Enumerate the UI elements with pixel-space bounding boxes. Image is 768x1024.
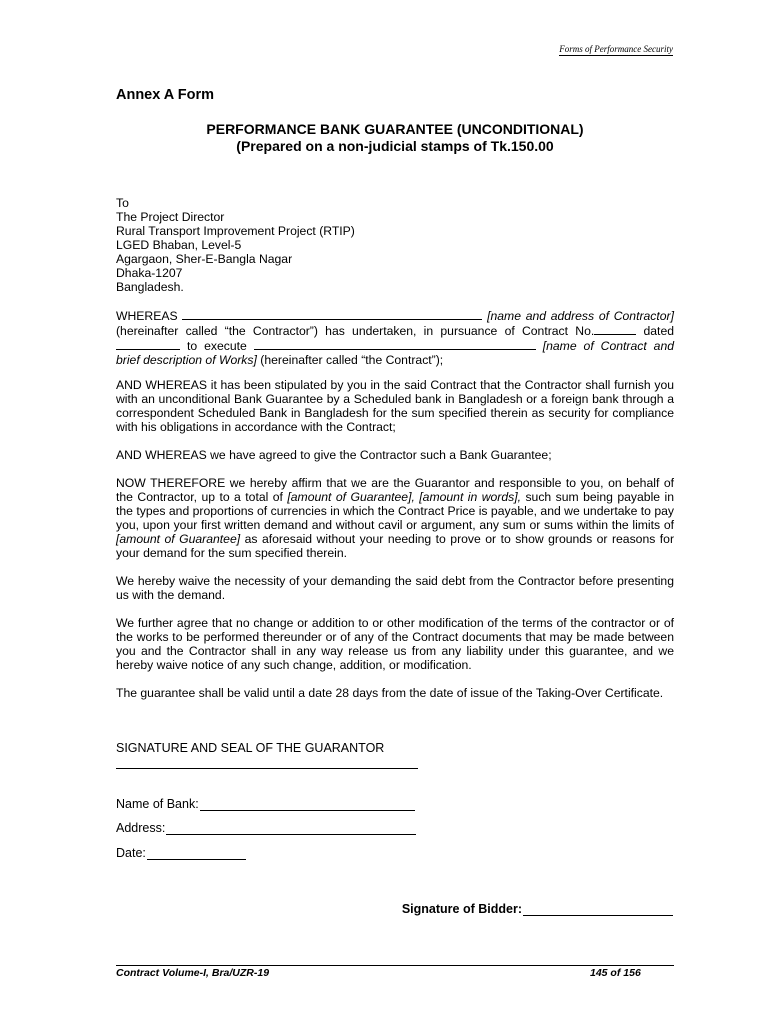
whereas-word: WHEREAS xyxy=(116,309,178,323)
bidder-signature-label: Signature of Bidder: xyxy=(401,902,522,916)
address-label: Address: xyxy=(116,821,166,835)
waive-paragraph: We hereby waive the necessity of your demanding the said debt from the Contractor before presenting us with the demand. xyxy=(116,574,674,602)
bidder-signature-line xyxy=(523,903,673,916)
address-line: Bangladesh. xyxy=(116,280,184,294)
address-line: Agargaon, Sher-E-Bangla Nagar xyxy=(116,252,293,266)
date-label: Date: xyxy=(116,846,146,860)
date-field xyxy=(116,846,246,860)
address-line: LGED Bhaban, Level-5 xyxy=(116,238,242,252)
validity-paragraph: The guarantee shall be valid until a date 28 days from the date of issue of the Taking-Over Certificate. xyxy=(116,686,664,700)
and-whereas-paragraph-2: AND WHEREAS we have agreed to give the Contractor such a Bank Guarantee; xyxy=(116,448,552,462)
address-line: The Project Director xyxy=(116,210,225,224)
works-placeholder: [name of Contract and brief description of Works] xyxy=(116,339,675,367)
bank-name-line xyxy=(200,798,415,811)
address-to: To xyxy=(116,196,129,210)
whereas-text: (hereinafter called “the Contractor”) has undertaken, in pursuance of Contract No. xyxy=(116,324,595,338)
whereas-end: (hereinafter called “the Contract”); xyxy=(260,353,444,367)
bank-name-field xyxy=(116,797,415,811)
header-note: Forms of Performance Security xyxy=(559,44,673,54)
further-paragraph: We further agree that no change or addition to or other modification of the terms of the contractor or of the works to be performed thereunder or of any of the Contract documents that may be made between you and the Contractor shall in any way release us from any liability under this guarantee, and we hereby waive notice of any such change, addition, or modification. xyxy=(116,616,674,672)
contractor-blank xyxy=(182,308,482,320)
guarantor-signature-title: SIGNATURE AND SEAL OF THE GUARANTOR xyxy=(116,741,385,755)
contract-no-blank xyxy=(594,323,636,335)
date-line xyxy=(147,847,246,860)
bank-name-label: Name of Bank: xyxy=(116,797,199,811)
now-text-2: such sum being payable in the types and proportions of currencies in which the Contract Price is payable, and we undertake to pay you, upon your first written demand and without cavil or argument, any sum or sums within the limits of xyxy=(116,490,675,532)
address-field xyxy=(116,821,416,835)
whereas-paragraph xyxy=(116,308,674,367)
now-text-1: NOW THEREFORE we hereby affirm that we are the Guarantor and responsible to you, on behalf of the Contractor, up to a total of xyxy=(116,476,674,504)
now-therefore-paragraph xyxy=(116,476,674,560)
footer-divider xyxy=(116,965,674,966)
address-line-blank xyxy=(166,822,416,835)
address-line: Rural Transport Improvement Project (RTIP) xyxy=(116,224,355,238)
recipient-address xyxy=(116,196,674,294)
page-number: 145 of 156 xyxy=(590,967,641,979)
address-line: Dhaka-1207 xyxy=(116,266,183,280)
document-title: PERFORMANCE BANK GUARANTEE (UNCONDITIONAL) xyxy=(206,121,584,137)
contractor-placeholder: [name and address of Contractor] xyxy=(487,309,675,323)
works-blank xyxy=(254,338,536,350)
and-whereas-paragraph-1: AND WHEREAS it has been stipulated by you in the said Contract that the Contractor shall furnish you with an unconditional Bank Guarantee by a Scheduled bank in Bangladesh or a foreign bank through a correspondent Scheduled Bank in Bangladesh for the sum specified therein as security for compliance with his obligations in accordance with the Contract; xyxy=(116,378,674,434)
dated-word: dated xyxy=(643,324,674,338)
document-subtitle: (Prepared on a non-judicial stamps of Tk.150.00 xyxy=(236,138,554,154)
amount-placeholder: [amount of Guarantee], [amount in words], xyxy=(287,490,521,504)
annex-title: Annex A Form xyxy=(116,87,215,103)
execute-word: to execute xyxy=(186,339,247,353)
bidder-signature xyxy=(402,902,673,916)
footer-volume: Contract Volume-I, Bra/UZR-19 xyxy=(116,967,270,979)
now-text-3: as aforesaid without your needing to prove or to show grounds or reasons for your demand for the sum specified therein. xyxy=(116,532,675,560)
amount-placeholder-2: [amount of Guarantee] xyxy=(116,532,241,546)
guarantor-signature-line xyxy=(116,768,418,769)
date-blank xyxy=(116,338,180,350)
